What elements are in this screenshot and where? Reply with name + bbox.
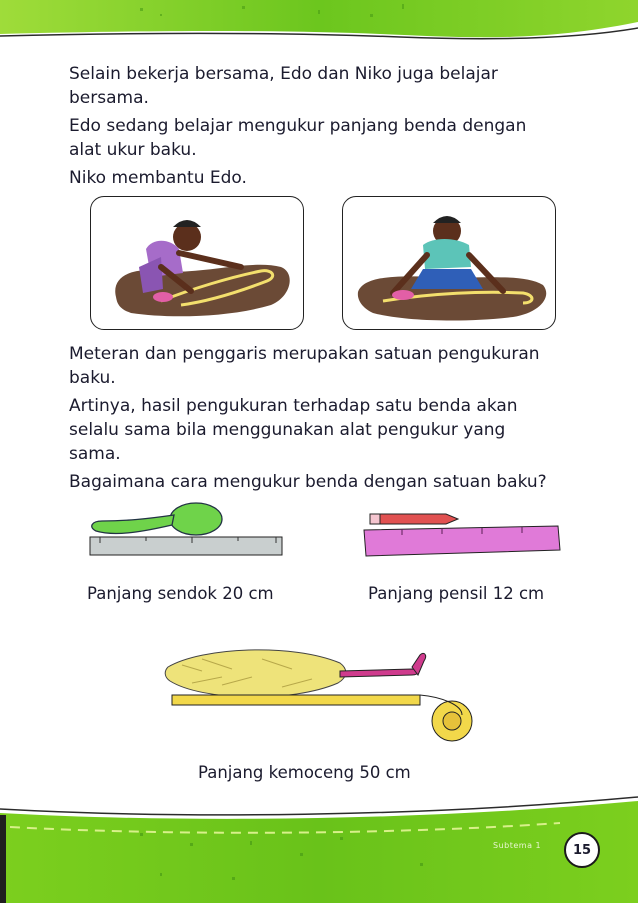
explanation-line-2: baku. — [69, 368, 116, 388]
explanation-line-5: sama. — [69, 444, 121, 464]
page-number-badge: 15 — [564, 832, 600, 868]
explanation-line-3: Artinya, hasil pengukuran terhadap satu benda akan — [69, 396, 518, 416]
bottom-green-band — [0, 793, 638, 903]
footer-subtheme-label: Subtema 1 — [493, 841, 542, 850]
intro-line-2: bersama. — [69, 88, 149, 108]
pencil-caption: Panjang pensil 12 cm — [368, 584, 545, 603]
illustration-edo-measuring — [90, 196, 304, 330]
pencil-and-ruler-illustration — [362, 508, 566, 568]
duster-caption: Panjang kemoceng 50 cm — [198, 763, 411, 782]
explanation-paragraph — [69, 342, 589, 494]
explanation-line-1: Meteran dan penggaris merupakan satuan pengukuran — [69, 344, 540, 364]
spoon-and-ruler-illustration — [86, 497, 286, 569]
explanation-line-4: selalu sama bila menggunakan alat pengukur yang — [69, 420, 506, 440]
question-line: Bagaimana cara mengukur benda dengan satuan baku? — [69, 472, 547, 492]
illustration-niko-helping — [342, 196, 556, 330]
intro-paragraph — [69, 62, 589, 190]
intro-line-3: Edo sedang belajar mengukur panjang benda dengan — [69, 116, 527, 136]
duster-and-tape-illustration — [162, 645, 480, 745]
spoon-caption: Panjang sendok 20 cm — [87, 584, 274, 603]
top-green-band — [0, 0, 638, 60]
intro-line-1: Selain bekerja bersama, Edo dan Niko juga belajar — [69, 64, 498, 84]
intro-line-5: Niko membantu Edo. — [69, 168, 247, 188]
intro-line-4: alat ukur baku. — [69, 140, 197, 160]
